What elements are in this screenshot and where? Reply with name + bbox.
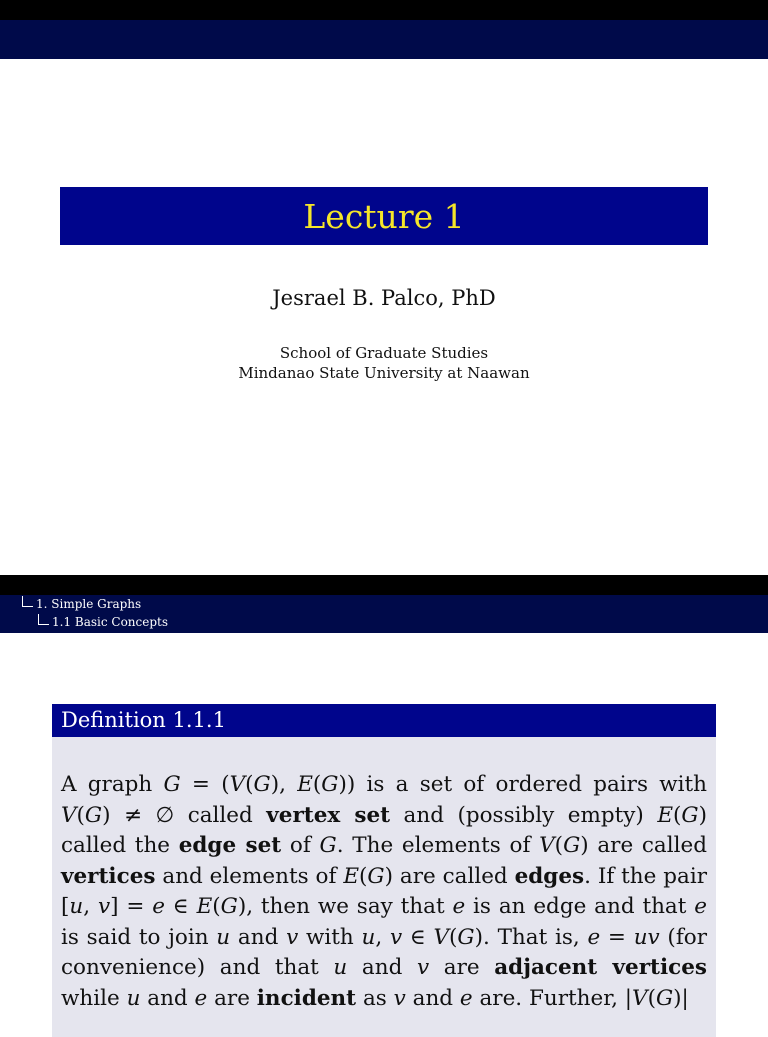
term-vertex-set: vertex set: [266, 802, 391, 828]
definition-text: A graph G = (V(G), E(G)) is a set of ordered pairs with V(G) ≠ ∅ called vertex set and (possibly empty) E(G) called the edge set of G. The elements of V(G) are called vertices and elements of E(G) are called edges. If the pair [u, v] = e ∈ E(G), then we say that e is an edge and that e is said to join u and v with u, v ∈ V(G). That is, e = uv (for convenience) and that u and v are adjacent vertices while u and e are incident as v and e are. Further, |V(G)|: [61, 772, 708, 1011]
term-edge-set: edge set: [178, 833, 282, 858]
lecture-title: Lecture 1: [303, 196, 465, 236]
affiliation: [0, 343, 768, 383]
tree-corner-icon: [22, 596, 33, 607]
breadcrumb-section-label: 1. Simple Graphs: [36, 597, 142, 611]
affiliation-school: School of Graduate Studies: [279, 344, 489, 362]
top-bar-navy: [0, 20, 768, 59]
title-banner: [60, 187, 708, 245]
term-vertices: vertices: [61, 863, 156, 889]
affiliation-university: Mindanao State University at Naawan: [238, 364, 530, 382]
breadcrumb-subsection-label: 1.1 Basic Concepts: [52, 615, 169, 629]
author-name: Jesrael B. Palco, PhD: [272, 286, 496, 310]
term-incident: incident: [256, 985, 357, 1011]
nav-bar-black: [0, 575, 768, 595]
term-edges: edges: [514, 863, 585, 889]
definition-body: [52, 737, 716, 1037]
term-adjacent-vertices: adjacent vertices: [494, 955, 707, 980]
tree-corner-icon: [38, 614, 49, 625]
breadcrumb-subsection[interactable]: [38, 614, 168, 630]
top-bar-black: [0, 0, 768, 20]
definition-header: Definition 1.1.1: [52, 704, 716, 737]
breadcrumb-section[interactable]: [22, 596, 141, 612]
